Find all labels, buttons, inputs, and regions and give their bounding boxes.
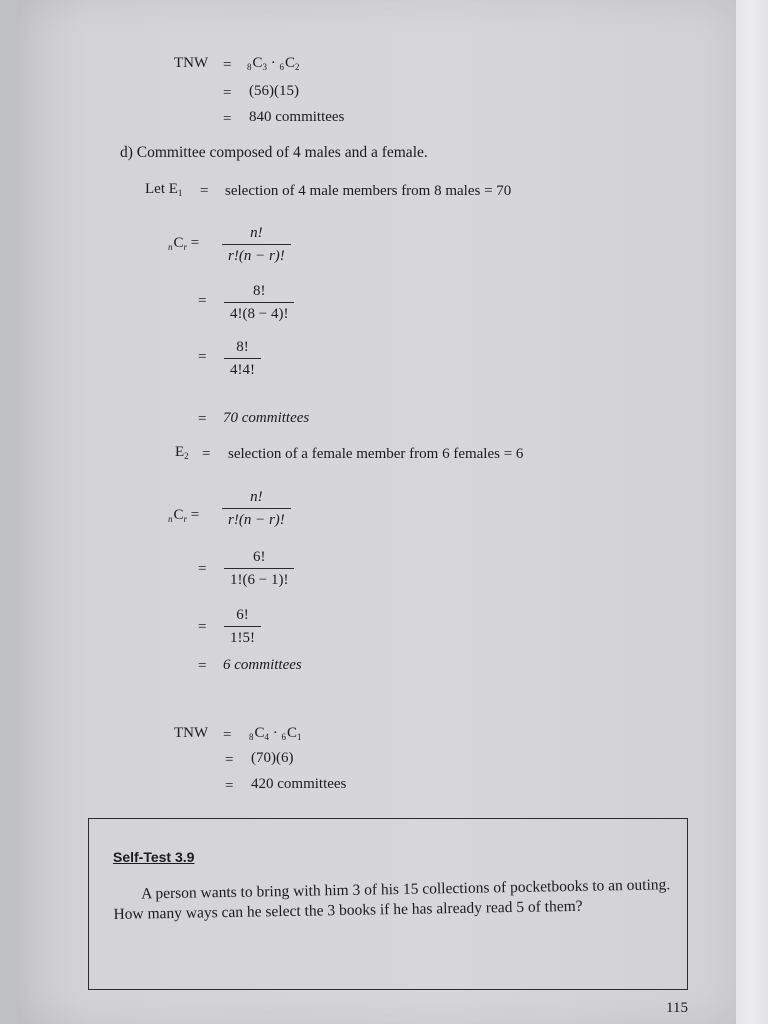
self-test-question: A person wants to bring with him 3 of his 15 collections of pocketbooks to an outing. How many ways can he select the 3 books if he has already read 5 of them? [113,876,671,923]
ncr-symbol: $_nC_r$ = [168,235,200,252]
e1-label: Let $E_1$ [145,181,183,198]
self-test-title: Self-Test 3.9 [113,849,195,865]
equals-sign: = [198,658,207,674]
ncr-symbol: $_nC_r$ = [168,507,200,524]
ncr2-general-fraction: $\frac{n!}{r!(n - r)!}$ [222,488,291,529]
equals-sign: = [202,446,211,462]
page-number: 115 [666,1000,688,1016]
e1-definition: selection of 4 male members from 8 males = 70 [225,183,512,199]
ncr-step2-fraction: $\frac{8!}{4!4!}$ [224,338,261,379]
tnw-step2-c: (56)(15) [249,83,299,99]
tnw-step2-d: (70)(6) [251,750,294,766]
section-d-heading: d) Committee composed of 4 males and a female. [120,144,428,161]
tnw-formula-d: $_8C_4 \cdot _6C_1$ [249,725,302,742]
tnw-label-c: TNW [174,55,209,71]
ncr2-step2-fraction: $\frac{6!}{1!5!}$ [224,606,261,647]
equals-sign: = [223,57,232,73]
tnw-result-d: 420 committees [251,776,347,792]
tnw-label-d: TNW [174,725,209,741]
self-test-box [88,818,688,990]
equals-sign: = [223,111,232,127]
equals-sign: = [223,727,232,743]
equals-sign: = [200,183,209,199]
equals-sign: = [225,752,234,768]
result-6-committees: 6 committees [223,657,302,673]
ncr2-step1-fraction: $\frac{6!}{1!(6 - 1)!}$ [224,548,294,589]
ncr-general-fraction: $\frac{n!}{r!(n - r)!}$ [222,224,291,265]
tnw-result-c: 840 committees [249,109,345,125]
ncr-step1-fraction: $\frac{8!}{4!(8 - 4)!}$ [224,282,294,323]
equals-sign: = [198,293,207,309]
book-page [18,0,738,1024]
e2-definition: selection of a female member from 6 females = 6 [228,446,524,462]
background-edge [736,0,768,1024]
equals-sign: = [198,619,207,635]
equals-sign: = [198,349,207,365]
equals-sign: = [198,561,207,577]
e2-label: $E_2$ [175,444,189,461]
tnw-formula-c: $_8C_3 \cdot _6C_2$ [247,55,300,72]
equals-sign: = [198,411,207,427]
equals-sign: = [223,85,232,101]
equals-sign: = [225,778,234,794]
result-70-committees: 70 committees [223,410,310,426]
